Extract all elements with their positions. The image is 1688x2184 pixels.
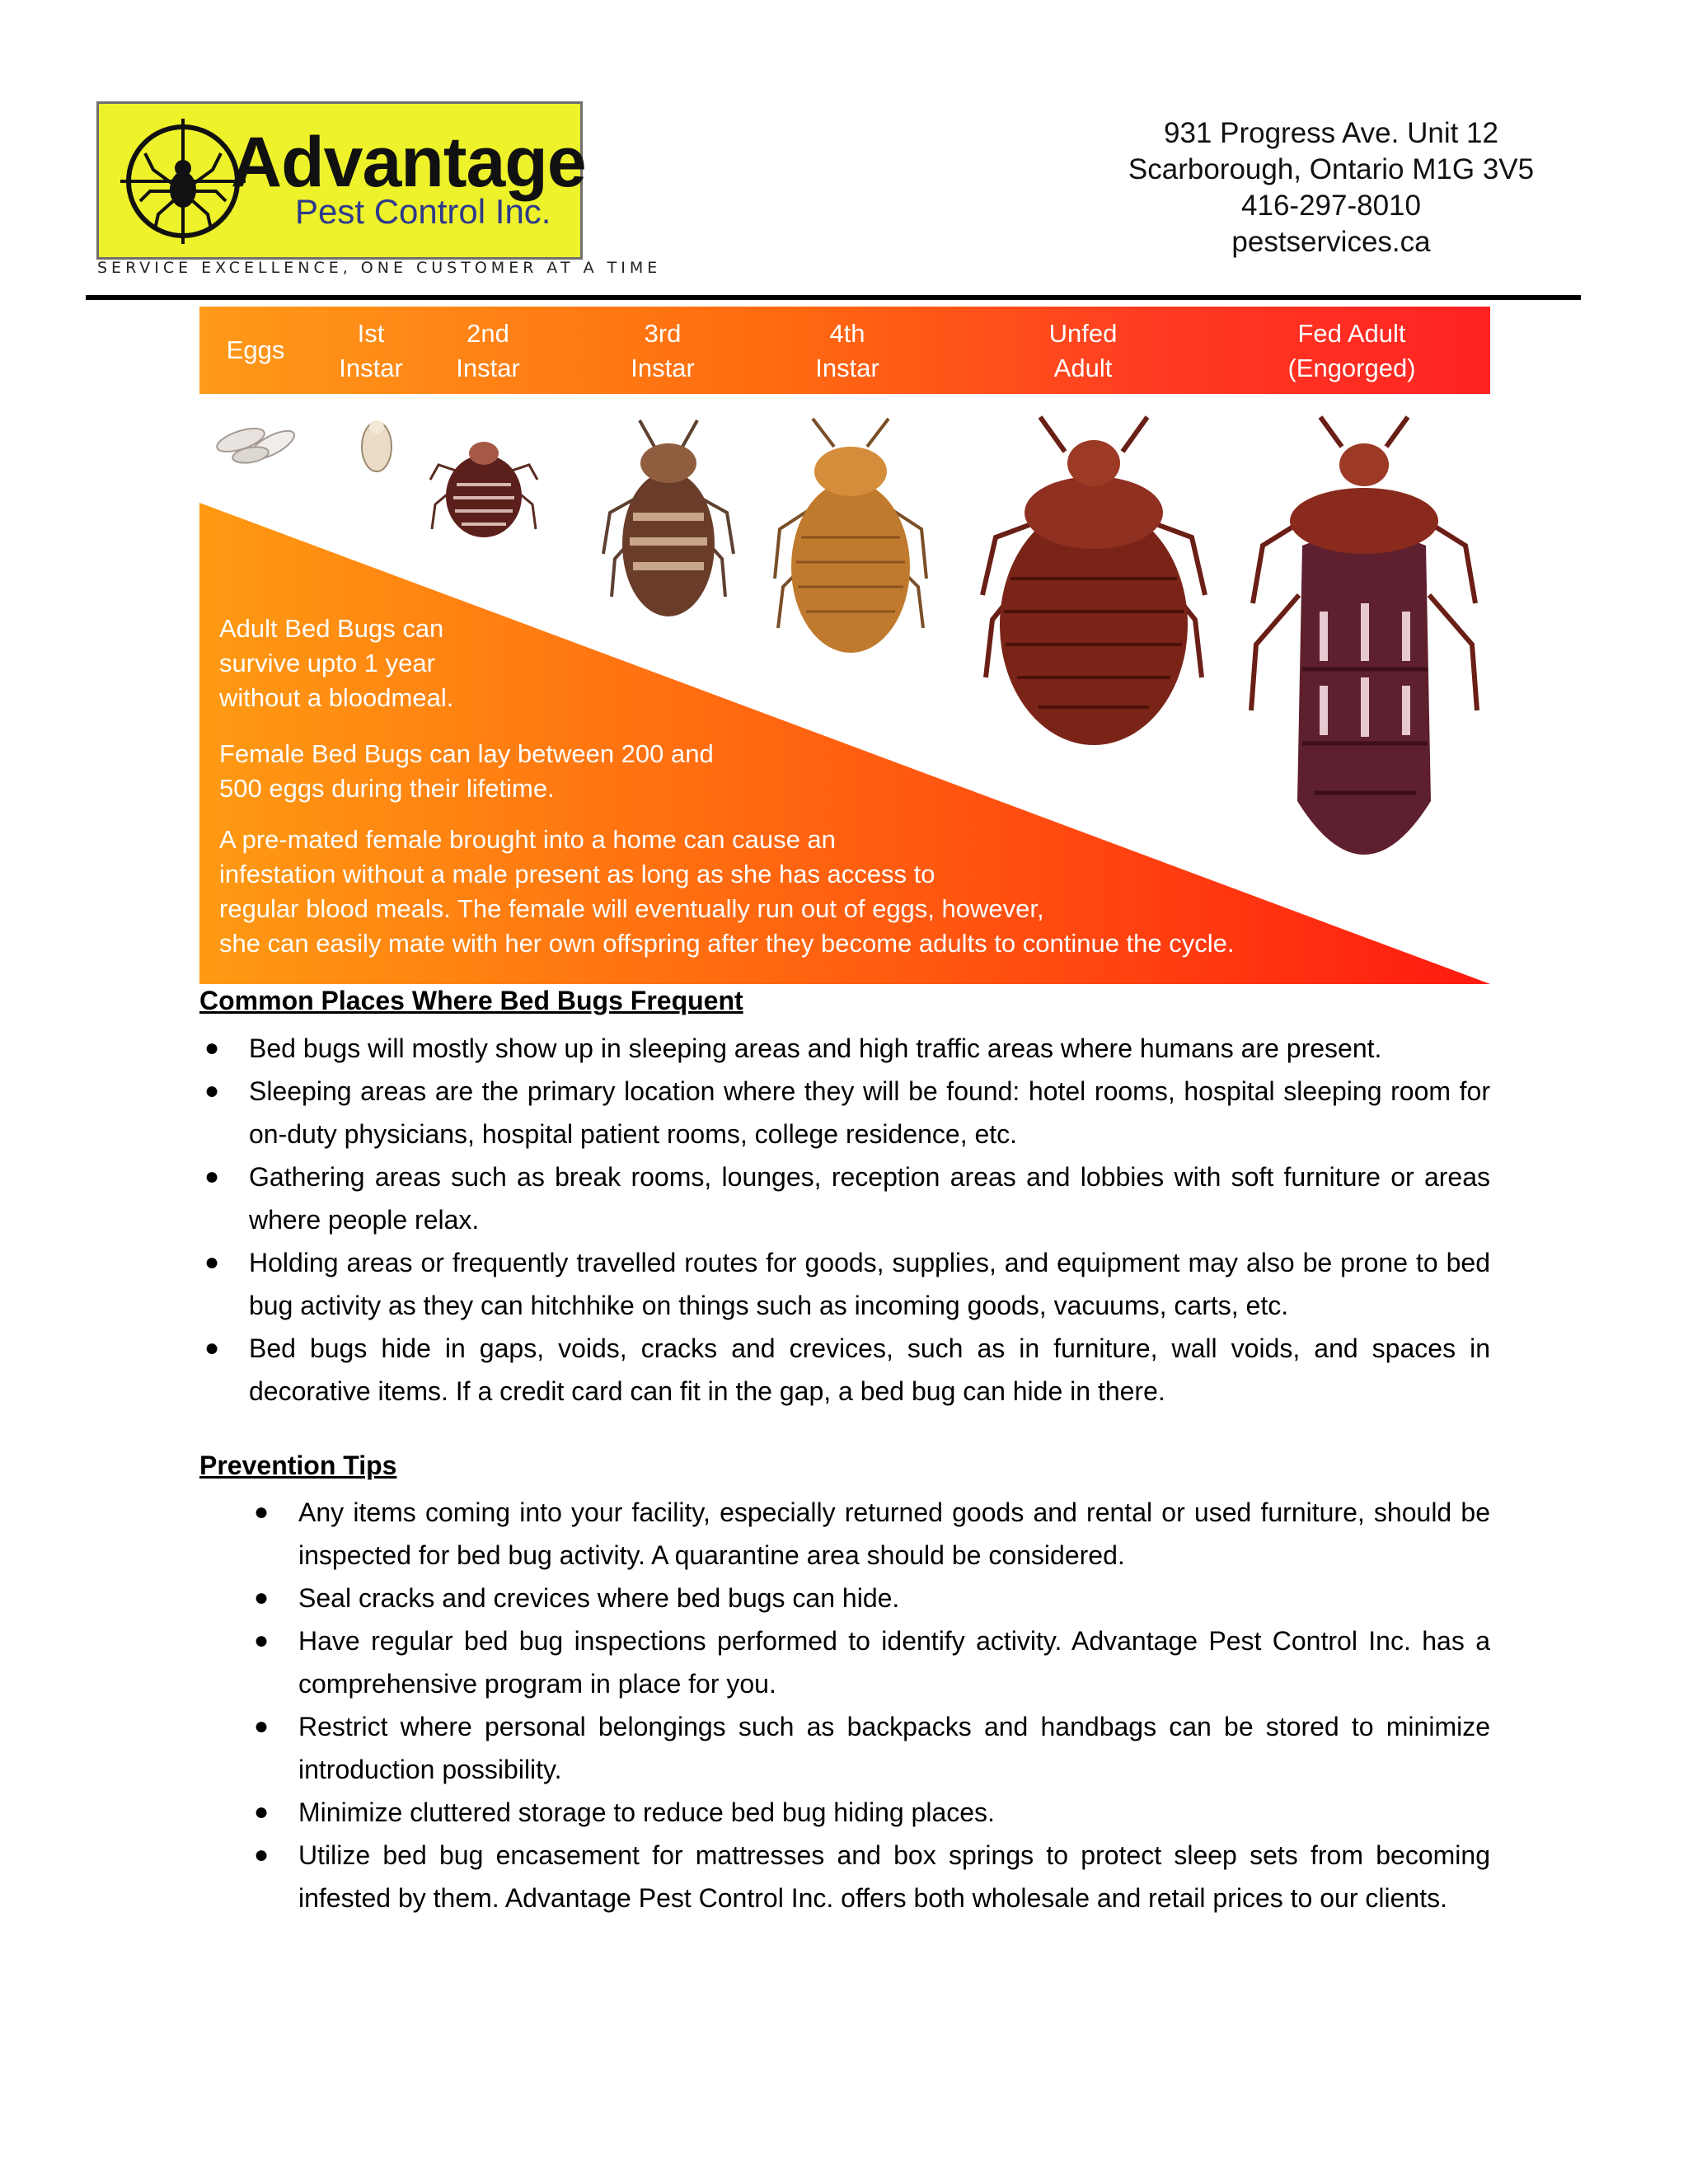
bed-bug-lifecycle-infographic xyxy=(199,307,1490,984)
bullet-icon: ● xyxy=(204,1334,220,1361)
stage-label-3rd-instar: 3rd Instar xyxy=(631,319,695,382)
stage-label-fed-adult: Fed Adult (Engorged) xyxy=(1287,319,1416,382)
address-line-2: Scarborough, Ontario M1G 3V5 xyxy=(1128,153,1535,185)
list-item: ● Have regular bed bug inspections performed to identify activity. Advantage Pest Control Inc. has a comprehensive program in place for you. xyxy=(298,1619,1490,1705)
list-item: ● Bed bugs will mostly show up in sleeping areas and high traffic areas where humans are present. xyxy=(249,1027,1490,1070)
fourth-instar-image xyxy=(760,414,941,661)
logo-name: Advantage xyxy=(231,123,586,202)
second-instar-image xyxy=(422,422,546,546)
common-places-heading: Common Places Where Bed Bugs Frequent xyxy=(199,986,743,1015)
list-item: ● Utilize bed bug encasement for mattresses and box springs to protect sleep sets from becoming infested by them. Advantage Pest Control Inc. offers both wholesale and retail prices to our clients. xyxy=(298,1834,1490,1919)
list-item: ● Any items coming into your facility, especially returned goods and rental or used furniture, should be inspected for bed bug activity. A quarantine area should be considered. xyxy=(298,1491,1490,1577)
prevention-tips-heading: Prevention Tips xyxy=(199,1451,397,1480)
third-instar-image xyxy=(590,414,747,625)
stage-label-1st-instar: Ist Instar xyxy=(339,319,403,382)
logo-tagline: SERVICE EXCELLENCE, ONE CUSTOMER AT A TIME xyxy=(97,259,662,277)
logo-subtitle: Pest Control Inc. xyxy=(295,192,551,231)
fact-survival: Adult Bed Bugs can survive upto 1 year without a bloodmeal. xyxy=(219,614,454,712)
fed-adult-image xyxy=(1245,414,1484,892)
bullet-icon: ● xyxy=(254,1798,270,1825)
list-item: ● Minimize cluttered storage to reduce bed bug hiding places. xyxy=(298,1791,1490,1834)
company-logo xyxy=(96,101,586,260)
bullet-icon: ● xyxy=(254,1627,270,1654)
stage-label-unfed-adult: Unfed Adult xyxy=(1048,319,1118,382)
list-item: ● Bed bugs hide in gaps, voids, cracks and crevices, such as in furniture, wall voids, and spaces in decorative items. If a credit card can fit in the gap, a bed bug can hide in there. xyxy=(249,1327,1490,1413)
eggs-image xyxy=(211,414,302,471)
bullet-icon: ● xyxy=(204,1163,220,1190)
bullet-icon: ● xyxy=(254,1841,270,1868)
first-instar-image xyxy=(356,414,397,475)
header-divider xyxy=(86,295,1581,300)
bullet-icon: ● xyxy=(254,1713,270,1740)
unfed-adult-image xyxy=(974,414,1213,752)
stage-label-2nd-instar: 2nd Instar xyxy=(456,319,520,382)
list-item: ● Seal cracks and crevices where bed bugs can hide. xyxy=(298,1577,1490,1619)
bullet-icon: ● xyxy=(204,1249,220,1276)
list-item: ● Restrict where personal belongings such as backpacks and handbags can be stored to minimize introduction possibility. xyxy=(298,1705,1490,1791)
common-places-list xyxy=(204,1027,1490,1413)
contact-block xyxy=(1063,115,1599,260)
address-line-1: 931 Progress Ave. Unit 12 xyxy=(1164,117,1498,149)
fact-pre-mated-female: A pre-mated female brought into a home can cause an infestation without a male present as long as she has access to regular blood meals. The female will eventually run out of eggs, however, she can easily mate with her own offspring after they become adults to continue the cycle. xyxy=(219,825,1235,958)
website: pestservices.ca xyxy=(1231,226,1431,258)
spider-crosshair-icon xyxy=(117,115,249,247)
bullet-icon: ● xyxy=(204,1077,220,1104)
phone-number: 416-297-8010 xyxy=(1241,190,1421,222)
list-item: ● Gathering areas such as break rooms, lounges, reception areas and lobbies with soft furniture or areas where people relax. xyxy=(249,1155,1490,1241)
bullet-icon: ● xyxy=(254,1584,270,1611)
stage-label-eggs: Eggs xyxy=(226,335,285,364)
bullet-icon: ● xyxy=(204,1034,220,1062)
fact-egg-laying: Female Bed Bugs can lay between 200 and 500 eggs during their lifetime. xyxy=(219,739,714,803)
list-item: ● Sleeping areas are the primary location where they will be found: hotel rooms, hospital sleeping room for on-duty physicians, hospital patient rooms, college residence, etc. xyxy=(249,1070,1490,1155)
bullet-icon: ● xyxy=(254,1498,270,1526)
stage-label-4th-instar: 4th Instar xyxy=(815,319,879,382)
list-item: ● Holding areas or frequently travelled routes for goods, supplies, and equipment may also be prone to bed bug activity as they can hitchhike on things such as incoming goods, vacuums, carts, etc. xyxy=(249,1241,1490,1327)
prevention-tips-list xyxy=(254,1491,1490,1919)
